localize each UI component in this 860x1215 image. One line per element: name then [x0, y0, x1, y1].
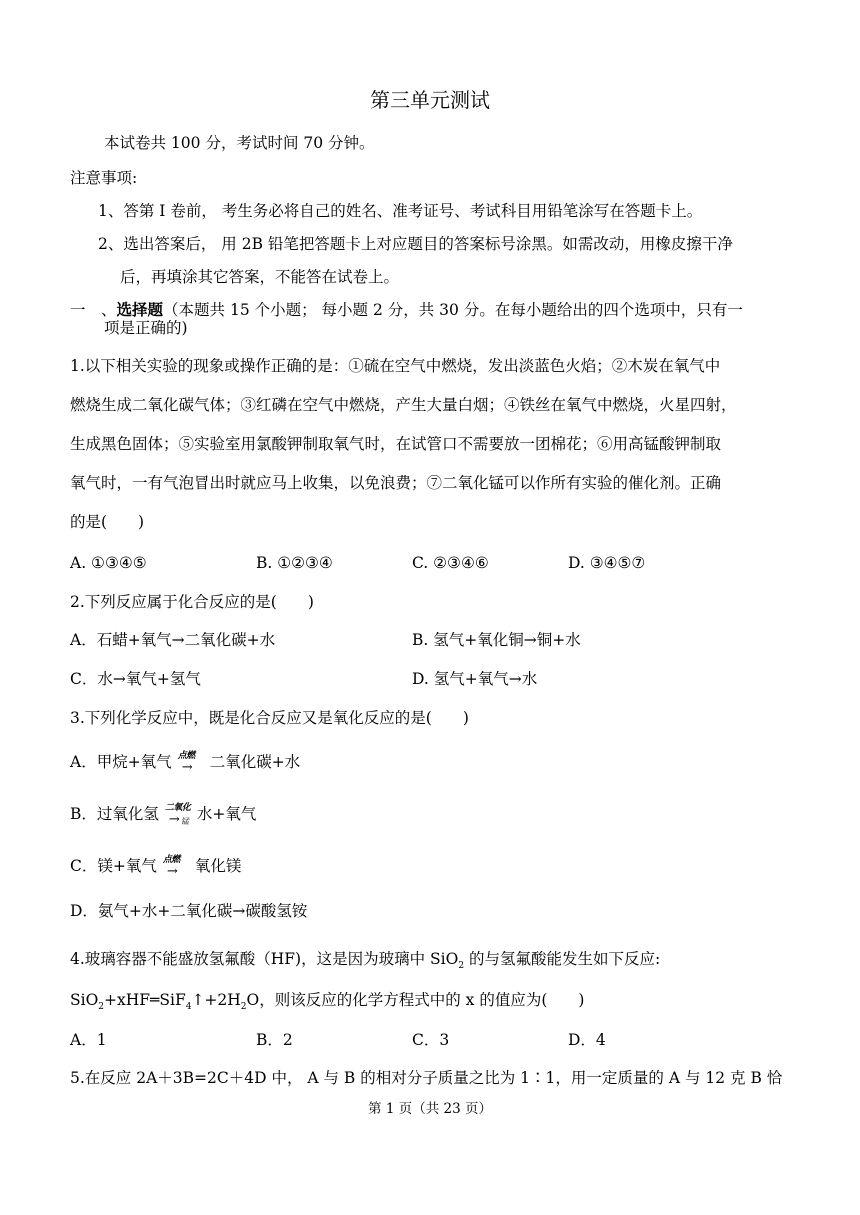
- section-number: 一 、: [70, 301, 117, 319]
- note-1: 1、答第 I 卷前， 考生务必将自己的姓名、准考证号、考试科目用铅笔涂写在答题卡上。: [98, 202, 703, 220]
- q2-stem: 2.下列反应属于化合反应的是( ): [70, 593, 314, 611]
- q3-a-condition: 点燃: [177, 751, 195, 761]
- q4-stem: [70, 949, 660, 976]
- q4-option-a: A．1: [70, 1031, 107, 1049]
- q3-option-a: [70, 752, 300, 773]
- q2-option-c: C．水→氧气+氢气: [70, 670, 201, 688]
- q4-stem-text: 4.玻璃容器不能盛放氢氟酸（HF)，这是因为玻璃中 SiO: [70, 950, 459, 968]
- q4-eq-part-1: SiO: [70, 991, 99, 1009]
- q4-option-b: B．2: [256, 1031, 293, 1049]
- section-desc: （本题共 15 个小题； 每小题 2 分，共 30 分。在每小题给出的四个选项中，只有一: [163, 301, 743, 319]
- intro-text: 本试卷共 100 分，考试时间 70 分钟。: [104, 134, 375, 152]
- q1-line-5: 的是( ): [70, 513, 145, 531]
- q4-eq-part-4: O，则该反应的化学方程式中的 x 的值应为( ): [246, 991, 585, 1009]
- q1-option-d: D. ③④⑤⑦: [568, 554, 646, 572]
- page-title: 第三单元测试: [370, 88, 490, 112]
- q2-option-b: B. 氢气+氧化铜→铜+水: [412, 631, 581, 649]
- q4-eq-sub-2: 4: [185, 1002, 192, 1013]
- q2-option-d: D. 氢气+氧气→水: [412, 670, 538, 688]
- q3-b-condition: 二氧化: [164, 803, 191, 813]
- section-desc-continued: 项是正确的): [104, 319, 188, 337]
- reaction-arrow-icon: 二氧化 → 锰: [163, 805, 193, 825]
- q2-option-a: A．石蜡+氧气→二氧化碳+水: [70, 631, 276, 649]
- q3-c-products: 氧化镁: [194, 857, 242, 875]
- q3-c-condition: 点燃: [162, 855, 180, 865]
- section-heading: [70, 300, 743, 320]
- q1-line-3: 生成黑色固体；⑤实验室用氯酸钾制取氧气时，在试管口不需要放一团棉花；⑥用高锰酸钾制取: [70, 435, 722, 453]
- q3-a-reactants: A．甲烷+氧气: [70, 753, 172, 771]
- q1-option-c: C. ②③④⑥: [412, 554, 489, 572]
- reaction-arrow-icon: 点燃 →: [176, 753, 206, 773]
- q1-option-b: B. ①②③④: [256, 554, 333, 572]
- q3-option-b: [70, 804, 256, 825]
- notes-heading: 注意事项:: [70, 169, 138, 187]
- q4-option-d: D．4: [568, 1031, 606, 1049]
- section-name: 选择题: [116, 300, 164, 319]
- q4-stem-end: 的与氢氟酸能发生如下反应:: [464, 950, 661, 968]
- q1-line-1: 1.以下相关实验的现象或操作正确的是：①硫在空气中燃烧，发出淡蓝色火焰；②木炭在氧气中: [70, 357, 721, 375]
- q3-option-d: D．氨气+水+二氧化碳→碳酸氢铵: [70, 902, 308, 920]
- note-2: 2、选出答案后， 用 2B 铅笔把答题卡上对应题目的答案标号涂黑。如需改动，用橡皮擦干净: [98, 235, 733, 253]
- note-2-continued: 后，再填涂其它答案，不能答在试卷上。: [120, 268, 400, 286]
- q3-b-reactants: B．过氧化氢: [70, 805, 159, 823]
- q3-a-products: 二氧化碳+水: [209, 753, 301, 771]
- q4-eq-sub-3: 2: [240, 1002, 247, 1013]
- q3-c-reactants: C．镁+氧气: [70, 857, 157, 875]
- q3-stem: 3.下列化学反应中，既是化合反应又是氧化反应的是( ): [70, 709, 469, 727]
- q4-eq-part-2: +xHF═SiF: [104, 991, 186, 1009]
- q4-equation: [70, 990, 584, 1017]
- page-footer: 第 1 页（共 23 页）: [368, 1101, 492, 1117]
- q3-b-condition-sub: 锰: [180, 817, 189, 826]
- q4-eq-sub-1: 2: [98, 1002, 105, 1013]
- q1-option-a: A. ①③④⑤: [70, 554, 147, 572]
- q3-option-c: [70, 856, 241, 877]
- q4-stem-subscript: 2: [458, 961, 465, 972]
- q1-line-4: 氧气时，一有气泡冒出时就应马上收集，以免浪费；⑦二氧化锰可以作所有实验的催化剂。正确: [70, 474, 722, 492]
- q4-eq-part-3: ↑+2H: [191, 991, 241, 1009]
- reaction-arrow-icon: 点燃 →: [161, 857, 191, 877]
- q4-option-c: C．3: [412, 1031, 450, 1049]
- q5-stem: 5.在反应 2A＋3B=2C＋4D 中， A 与 B 的相对分子质量之比为 1∶1，用一定质量的 A 与 12 克 B 恰: [70, 1069, 783, 1087]
- q3-b-products: 水+氧气: [196, 805, 257, 823]
- q1-line-2: 燃烧生成二氧化碳气体；③红磷在空气中燃烧，产生大量白烟；④铁丝在氧气中燃烧，火星四射，: [70, 396, 737, 414]
